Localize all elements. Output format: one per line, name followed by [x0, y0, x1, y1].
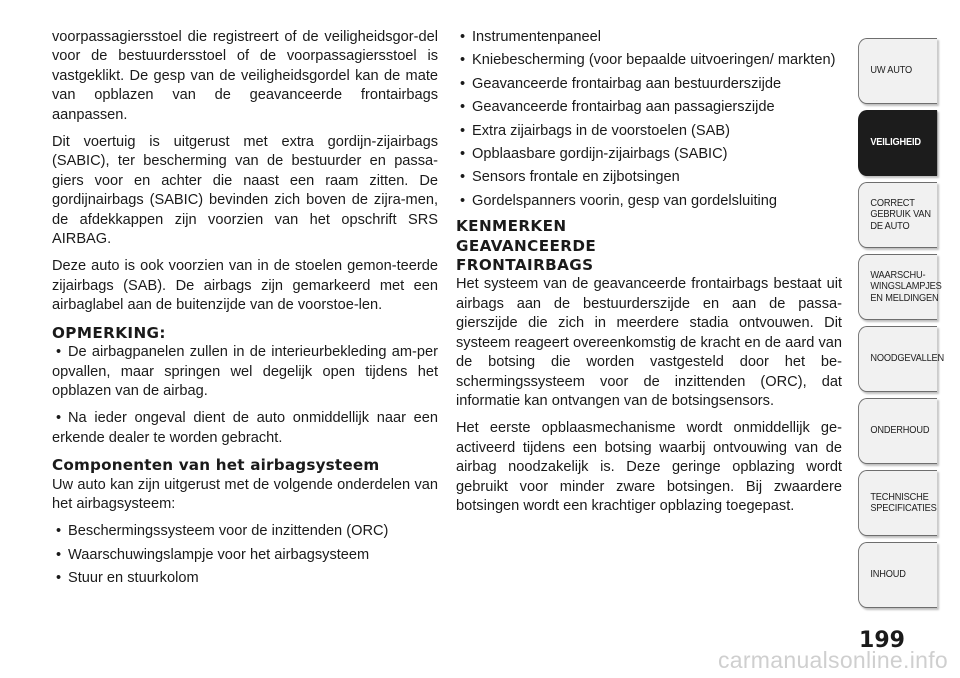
note-heading: OPMERKING:: [52, 323, 166, 342]
paragraph-sab: Deze auto is ook voorzien van in de stoelen gemon-teerde zijairbags (SAB). De airbags zijn gemarkeerd met een airbaglabel aan de buitenzijde van de voorstoe-len.: [52, 258, 438, 314]
tab-noodgevallen[interactable]: NOODGEVALLEN: [858, 326, 937, 392]
list-item: • Geavanceerde frontairbag aan bestuurderszijde: [456, 75, 842, 94]
paragraph-seat-sensor: voorpassagiersstoel die registreert of de veiligheidsgor-del voor de bestuurdersstoel of de voorpassagiersstoel is vastgeklikt. De gesp van de veiligheidsgordel kan de mate van opblazen van de geavanceerde frontairbags aanpassen.: [52, 29, 438, 123]
components-intro: Uw auto kan zijn uitgerust met de volgende onderdelen van het airbagsysteem:: [52, 476, 438, 512]
tab-correct-gebruik[interactable]: CORRECT GEBRUIK VAN DE AUTO: [858, 182, 937, 248]
bullet-icon: •: [56, 410, 62, 427]
list-item: • Opblaasbare gordijn-zijairbags (SABIC): [456, 145, 842, 164]
bullet-icon: •: [56, 344, 62, 361]
features-paragraph-1: Het systeem van de geavanceerde frontairbags bestaat uit airbags aan de bestuurderszijde en aan de passa-gierszijde die zich in meerdere stadia ontvouwen. Dit systeem reageert overeenkomstig de kracht en de aard van de botsing die worden vastgesteld door het be-schermingssysteem voor de inzittenden (ORC), dat informatie kan ontvangen van de botsingsensors.: [456, 276, 842, 409]
list-item: • Beschermingssysteem voor de inzittenden (ORC): [52, 522, 438, 541]
left-column: [52, 28, 438, 595]
components-list-left: [52, 522, 438, 588]
components-heading: Componenten van het airbagsysteem: [52, 456, 380, 475]
list-item: • Geavanceerde frontairbag aan passagierszijde: [456, 98, 842, 117]
note-item: • Na ieder ongeval dient de auto onmiddellijk naar een erkende dealer te worden gebracht.: [52, 410, 438, 446]
components-list-right: [456, 28, 842, 211]
list-item: • Kniebescherming (voor bepaalde uitvoeringen/ markten): [456, 51, 842, 70]
right-column: [456, 28, 842, 524]
list-item: • Gordelspanners voorin, gesp van gordelsluiting: [456, 192, 842, 211]
list-item: • Waarschuwingslampje voor het airbagsysteem: [52, 546, 438, 565]
tab-uw-auto[interactable]: UW AUTO: [858, 38, 937, 104]
features-paragraph-2: Het eerste opblaasmechanisme wordt onmiddellijk ge-activeerd tijdens een botsing waarbij ontvouwing van de airbag noodzakelijk is. Deze geringe opblazing wordt gebruikt voor minder zware botsingen. Bij zwaardere botsingen wordt een krachtiger opblazing toegepast.: [456, 420, 842, 514]
list-item: • Instrumentenpaneel: [456, 28, 842, 47]
paragraph-sabic: Dit voertuig is uitgerust met extra gordijn-zijairbags (SABIC), ter bescherming van de bestuurder en passa-giers voor en achter die naast een raam zitten. De gordijnairbags (SABIC) bevinden zich boven de zijra-men, de afdekkappen zijn voorzien van het opschrift SRS AIRBAG.: [52, 134, 438, 248]
tab-inhoud[interactable]: INHOUD: [858, 542, 937, 608]
features-heading: KENMERKEN GEAVANCEERDE FRONTAIRBAGS: [456, 217, 597, 275]
tab-veiligheid[interactable]: VEILIGHEID: [858, 110, 937, 176]
list-item: • Extra zijairbags in de voorstoelen (SAB): [456, 122, 842, 141]
page-number: 199: [859, 628, 905, 653]
list-item: • Sensors frontale en zijbotsingen: [456, 168, 842, 187]
tab-waarschuwingslampjes[interactable]: WAARSCHU- WINGSLAMPJES EN MELDINGEN: [858, 254, 937, 320]
note-item: • De airbagpanelen zullen in de interieurbekleding am-per opvallen, maar springen wel degelijk open tijdens het opblazen van de airbag.: [52, 344, 438, 399]
list-item: • Stuur en stuurkolom: [52, 569, 438, 588]
watermark: carmanualsonline.info: [717, 647, 948, 673]
tab-onderhoud[interactable]: ONDERHOUD: [858, 398, 937, 464]
tab-technische-specificaties[interactable]: TECHNISCHE SPECIFICATIES: [858, 470, 937, 536]
